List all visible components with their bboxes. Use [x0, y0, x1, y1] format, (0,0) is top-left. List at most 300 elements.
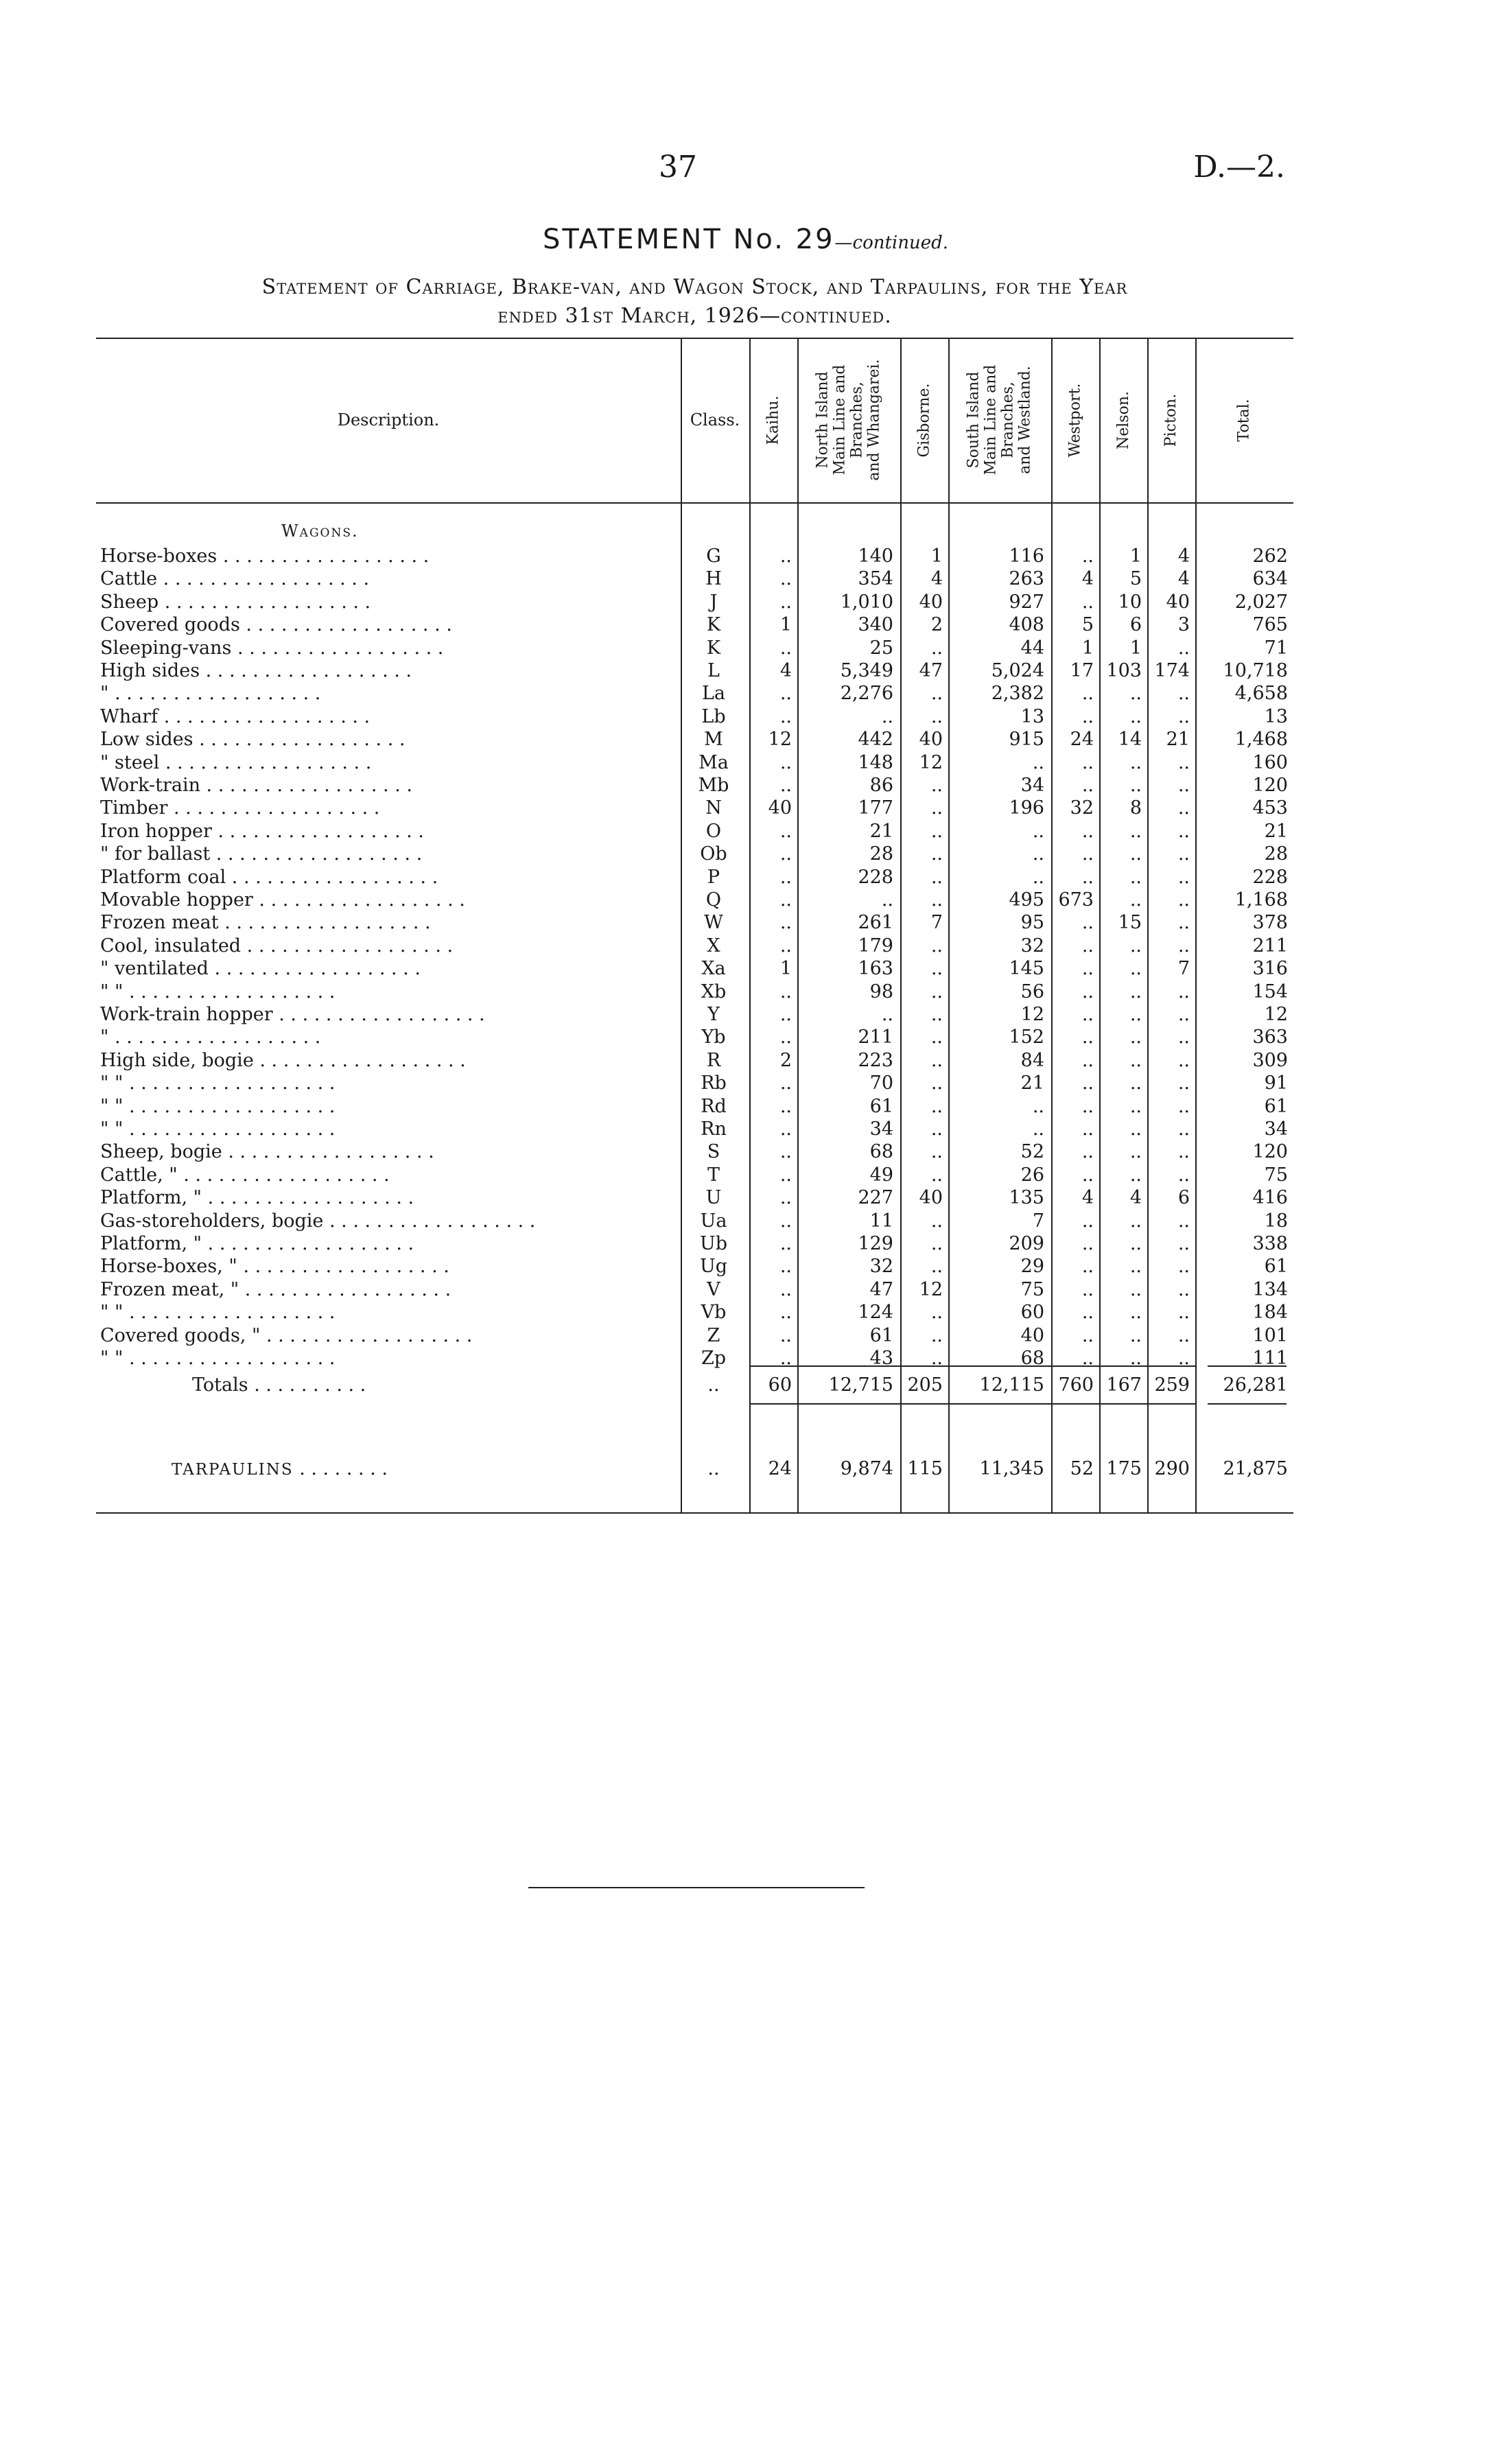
cell-kaihu: .. — [779, 889, 792, 911]
cell-south-island: .. — [1032, 1095, 1044, 1117]
cell-kaihu: .. — [779, 1004, 792, 1025]
cell-total: 1,468 — [1234, 729, 1288, 751]
cell-total: 211 — [1252, 935, 1288, 957]
row-class: L — [707, 660, 720, 681]
cell-westport: .. — [1081, 1072, 1094, 1094]
row-class: Zp — [701, 1348, 727, 1369]
cell-picton: .. — [1177, 775, 1190, 796]
row-class: Y — [707, 1004, 720, 1025]
cell-picton: .. — [1177, 1278, 1190, 1300]
cell-picton: 174 — [1154, 660, 1190, 681]
cell-nelson: .. — [1129, 1278, 1142, 1300]
cell-total: 309 — [1252, 1049, 1288, 1071]
page-number: 37 — [659, 150, 697, 185]
cell-south-island: 915 — [1009, 729, 1044, 751]
table-row — [96, 1026, 1293, 1048]
cell-gisborne: .. — [930, 1049, 943, 1071]
row-description: Gas-storeholders, bogie . . . . . . . . . . . . . . . . . . — [100, 1210, 536, 1232]
cell-kaihu: .. — [779, 820, 792, 842]
table-row — [96, 613, 1293, 636]
cell-gisborne: 4 — [930, 568, 943, 590]
row-class: Mb — [698, 775, 729, 796]
totals-westport: 760 — [1058, 1374, 1094, 1396]
cell-gisborne: 7 — [930, 912, 943, 934]
cell-westport: .. — [1081, 1004, 1094, 1025]
header-nelson: Nelson. — [1114, 390, 1132, 449]
row-class: W — [704, 912, 723, 934]
cell-total: 160 — [1252, 751, 1288, 773]
row-class: T — [707, 1164, 720, 1186]
row-class: Ua — [700, 1210, 727, 1232]
table-row — [96, 1186, 1293, 1209]
cell-nelson: .. — [1129, 705, 1142, 727]
cell-kaihu: 1 — [779, 614, 792, 636]
cell-gisborne: .. — [930, 1348, 943, 1369]
cell-total: 316 — [1252, 958, 1288, 980]
cell-westport: .. — [1081, 820, 1094, 842]
row-description: " " . . . . . . . . . . . . . . . . . . — [100, 1302, 336, 1324]
cell-picton: .. — [1177, 637, 1190, 659]
cell-south-island: 60 — [1020, 1302, 1044, 1324]
cell-westport: 1 — [1081, 637, 1094, 659]
cell-kaihu: .. — [779, 912, 792, 934]
cell-total: 12 — [1264, 1004, 1288, 1025]
cell-nelson: .. — [1129, 866, 1142, 888]
cell-nelson: .. — [1129, 981, 1142, 1002]
cell-nelson: .. — [1129, 1049, 1142, 1071]
row-class: Xb — [701, 981, 727, 1002]
cell-picton: 7 — [1177, 958, 1190, 980]
cell-nelson: .. — [1129, 820, 1142, 842]
cell-westport: 673 — [1058, 889, 1094, 911]
table-header-rule — [96, 502, 1293, 504]
cell-north-island: 163 — [858, 958, 893, 980]
tarpaulins-class: .. — [707, 1458, 720, 1479]
table-row — [96, 774, 1293, 797]
subtitle-line-1: Statement of Carriage, Brake-van, and Wagon Stock, and Tarpaulins, for the Year — [261, 275, 1128, 299]
cell-kaihu: .. — [779, 866, 792, 888]
cell-nelson: .. — [1129, 683, 1142, 705]
row-description: Wharf . . . . . . . . . . . . . . . . . . — [100, 705, 371, 727]
row-class: S — [707, 1141, 720, 1163]
cell-north-island: 148 — [858, 751, 893, 773]
cell-picton: .. — [1177, 1256, 1190, 1278]
cell-picton: .. — [1177, 935, 1190, 957]
table-bottom-rule — [96, 1512, 1293, 1514]
cell-total: 4,658 — [1234, 683, 1288, 705]
cell-north-island: 129 — [858, 1233, 893, 1254]
cell-kaihu: .. — [779, 935, 792, 957]
cell-north-island: 49 — [869, 1164, 893, 1186]
totals-north-island: 12,715 — [828, 1374, 893, 1396]
cell-picton: 3 — [1177, 614, 1190, 636]
totals-rule — [749, 1403, 1195, 1405]
row-description: " ventilated . . . . . . . . . . . . . . . . . . — [100, 958, 421, 980]
cell-total: 363 — [1252, 1026, 1288, 1048]
cell-westport: .. — [1081, 1302, 1094, 1324]
cell-north-island: 61 — [869, 1095, 893, 1117]
cell-westport: .. — [1081, 1049, 1094, 1071]
cell-north-island: 34 — [869, 1118, 893, 1140]
cell-gisborne: .. — [930, 1141, 943, 1163]
cell-total: 61 — [1264, 1256, 1288, 1278]
cell-gisborne: .. — [930, 1072, 943, 1094]
row-description: Sleeping-vans . . . . . . . . . . . . . . . . . . — [100, 637, 444, 659]
cell-south-island: 408 — [1009, 614, 1044, 636]
cell-north-island: 228 — [858, 866, 893, 888]
cell-nelson: .. — [1129, 1233, 1142, 1254]
row-description: Frozen meat, " . . . . . . . . . . . . . . . . . . — [100, 1278, 451, 1300]
row-description: Movable hopper . . . . . . . . . . . . . . . . . . — [100, 889, 465, 911]
cell-kaihu: .. — [779, 1072, 792, 1094]
row-description: " " . . . . . . . . . . . . . . . . . . — [100, 1072, 336, 1094]
row-description: Cattle . . . . . . . . . . . . . . . . . . — [100, 568, 370, 590]
cell-south-island: .. — [1032, 1118, 1044, 1140]
row-class: H — [705, 568, 722, 590]
cell-picton: .. — [1177, 1004, 1190, 1025]
header-kaihu: Kaihu. — [764, 395, 782, 445]
row-class: Rb — [701, 1072, 727, 1094]
cell-kaihu: .. — [779, 775, 792, 796]
cell-total: 28 — [1264, 843, 1288, 865]
cell-nelson: .. — [1129, 1118, 1142, 1140]
cell-gisborne: .. — [930, 705, 943, 727]
cell-south-island: 152 — [1009, 1026, 1044, 1048]
table-row — [96, 1118, 1293, 1140]
cell-nelson: 4 — [1129, 1187, 1142, 1209]
cell-north-island: 177 — [858, 797, 893, 819]
cell-south-island: 44 — [1020, 637, 1044, 659]
cell-north-island: 223 — [858, 1049, 893, 1071]
cell-total: 61 — [1264, 1095, 1288, 1117]
cell-nelson: .. — [1129, 889, 1142, 911]
cell-gisborne: .. — [930, 637, 943, 659]
cell-total: 120 — [1252, 1141, 1288, 1163]
row-description: Covered goods, " . . . . . . . . . . . . . . . . . . — [100, 1324, 473, 1346]
cell-picton: .. — [1177, 683, 1190, 705]
cell-north-island: 211 — [858, 1026, 893, 1048]
cell-gisborne: .. — [930, 797, 943, 819]
cell-south-island: 84 — [1020, 1049, 1044, 1071]
cell-total: 262 — [1252, 545, 1288, 567]
row-description: Covered goods . . . . . . . . . . . . . . . . . . — [100, 614, 452, 636]
cell-gisborne: 40 — [919, 1187, 943, 1209]
cell-picton: .. — [1177, 1118, 1190, 1140]
cell-westport: .. — [1081, 958, 1094, 980]
cell-south-island: 13 — [1020, 705, 1044, 727]
cell-nelson: .. — [1129, 1210, 1142, 1232]
table-row — [96, 1324, 1293, 1347]
cell-westport: .. — [1081, 1278, 1094, 1300]
cell-south-island: 263 — [1009, 568, 1044, 590]
cell-north-island: .. — [881, 889, 893, 911]
cell-north-island: 340 — [858, 614, 893, 636]
cell-gisborne: .. — [930, 843, 943, 865]
cell-south-island: 75 — [1020, 1278, 1044, 1300]
row-class: X — [707, 935, 720, 957]
cell-north-island: 32 — [869, 1256, 893, 1278]
table-row — [96, 591, 1293, 613]
row-class: Ug — [699, 1256, 728, 1278]
cell-kaihu: 2 — [779, 1049, 792, 1071]
row-class: J — [709, 591, 718, 613]
cell-south-island: 209 — [1009, 1233, 1044, 1254]
cell-north-island: .. — [881, 1004, 893, 1025]
totals-south-island: 12,115 — [979, 1374, 1044, 1396]
cell-north-island: 124 — [858, 1302, 893, 1324]
cell-south-island: 116 — [1009, 545, 1044, 567]
cell-nelson: 1 — [1129, 637, 1142, 659]
cell-westport: 17 — [1070, 660, 1094, 681]
cell-picton: .. — [1177, 889, 1190, 911]
totals-rule — [1208, 1403, 1287, 1405]
cell-westport: .. — [1081, 1141, 1094, 1163]
cell-nelson: .. — [1129, 935, 1142, 957]
cell-south-island: 2,382 — [991, 683, 1044, 705]
totals-rule — [749, 1365, 1195, 1367]
cell-picton: .. — [1177, 1072, 1190, 1094]
cell-north-island: 5,349 — [840, 660, 893, 681]
row-class: Vb — [701, 1302, 727, 1324]
cell-picton: 4 — [1177, 568, 1190, 590]
section-heading-wagons: Wagons. — [281, 521, 359, 541]
cell-gisborne: .. — [930, 1118, 943, 1140]
row-description: " " . . . . . . . . . . . . . . . . . . — [100, 981, 336, 1002]
cell-north-island: 261 — [858, 912, 893, 934]
cell-total: 228 — [1252, 866, 1288, 888]
cell-south-island: .. — [1032, 820, 1044, 842]
table-row — [96, 705, 1293, 728]
cell-north-island: 98 — [869, 981, 893, 1002]
table-row — [96, 659, 1293, 682]
cell-south-island: 56 — [1020, 981, 1044, 1002]
row-description: Platform coal . . . . . . . . . . . . . . . . . . — [100, 866, 438, 888]
row-class: N — [705, 797, 722, 819]
cell-kaihu: .. — [779, 637, 792, 659]
cell-gisborne: 12 — [919, 1278, 943, 1300]
cell-picton: .. — [1177, 981, 1190, 1002]
cell-westport: .. — [1081, 935, 1094, 957]
cell-westport: .. — [1081, 1118, 1094, 1140]
cell-picton: .. — [1177, 1302, 1190, 1324]
cell-kaihu: .. — [779, 591, 792, 613]
row-class: Z — [707, 1324, 720, 1346]
cell-westport: .. — [1081, 1348, 1094, 1369]
cell-north-island: 68 — [869, 1141, 893, 1163]
cell-total: 338 — [1252, 1233, 1288, 1254]
tarpaulins-label: TARPAULINS . . . . . . . . — [172, 1458, 388, 1479]
tarpaulins-south-island: 11,345 — [979, 1458, 1044, 1479]
cell-nelson: .. — [1129, 1324, 1142, 1346]
cell-picton: .. — [1177, 820, 1190, 842]
cell-kaihu: .. — [779, 705, 792, 727]
cell-kaihu: .. — [779, 1187, 792, 1209]
cell-north-island: 86 — [869, 775, 893, 796]
table-row — [96, 1278, 1293, 1301]
cell-north-island: 2,276 — [840, 683, 893, 705]
cell-gisborne: 12 — [919, 751, 943, 773]
cell-north-island: 70 — [869, 1072, 893, 1094]
cell-picton: .. — [1177, 1026, 1190, 1048]
cell-nelson: 8 — [1129, 797, 1142, 819]
cell-south-island: 21 — [1020, 1072, 1044, 1094]
tarpaulins-north-island: 9,874 — [840, 1458, 893, 1479]
cell-kaihu: .. — [779, 843, 792, 865]
row-class: V — [707, 1278, 720, 1300]
cell-gisborne: .. — [930, 1324, 943, 1346]
cell-north-island: 179 — [858, 935, 893, 957]
totals-total: 26,281 — [1223, 1374, 1288, 1396]
table-row — [96, 797, 1293, 819]
cell-total: 34 — [1264, 1118, 1288, 1140]
cell-westport: .. — [1081, 981, 1094, 1002]
cell-gisborne: 1 — [930, 545, 943, 567]
table-row — [96, 567, 1293, 590]
cell-north-island: .. — [881, 705, 893, 727]
cell-kaihu: .. — [779, 1324, 792, 1346]
cell-nelson: .. — [1129, 1004, 1142, 1025]
cell-gisborne: .. — [930, 775, 943, 796]
table-row — [96, 1072, 1293, 1094]
cell-gisborne: 47 — [919, 660, 943, 681]
cell-gisborne: .. — [930, 935, 943, 957]
cell-gisborne: .. — [930, 1164, 943, 1186]
cell-westport: .. — [1081, 1324, 1094, 1346]
cell-kaihu: .. — [779, 545, 792, 567]
cell-nelson: 6 — [1129, 614, 1142, 636]
tarpaulins-picton: 290 — [1154, 1458, 1190, 1479]
cell-picton: .. — [1177, 1049, 1190, 1071]
cell-total: 416 — [1252, 1187, 1288, 1209]
row-description: " " . . . . . . . . . . . . . . . . . . — [100, 1348, 336, 1369]
cell-south-island: 95 — [1020, 912, 1044, 934]
cell-gisborne: .. — [930, 981, 943, 1002]
table-row — [96, 820, 1293, 843]
tarpaulins-row — [96, 1457, 1293, 1480]
row-class: K — [706, 614, 721, 636]
table-row — [96, 1140, 1293, 1163]
table-row — [96, 1095, 1293, 1118]
statement-title-main: STATEMENT No. 29 — [542, 224, 835, 255]
cell-south-island: .. — [1032, 843, 1044, 865]
row-description: High sides . . . . . . . . . . . . . . . . . . — [100, 660, 412, 681]
tarpaulins-total: 21,875 — [1223, 1458, 1288, 1479]
cell-westport: .. — [1081, 591, 1094, 613]
row-class: La — [701, 683, 726, 705]
cell-nelson: .. — [1129, 1141, 1142, 1163]
cell-south-island: 40 — [1020, 1324, 1044, 1346]
header-westport: Westport. — [1066, 383, 1084, 457]
cell-westport: .. — [1081, 1026, 1094, 1048]
cell-south-island: 7 — [1032, 1210, 1044, 1232]
cell-nelson: 14 — [1118, 729, 1142, 751]
header-class: Class. — [690, 410, 740, 430]
cell-north-island: 1,010 — [840, 591, 893, 613]
cell-gisborne: .. — [930, 1210, 943, 1232]
row-description: Platform, " . . . . . . . . . . . . . . . . . . — [100, 1233, 414, 1254]
row-class: G — [706, 545, 721, 567]
row-class: Ob — [700, 843, 727, 865]
cell-gisborne: .. — [930, 1256, 943, 1278]
cell-nelson: .. — [1129, 843, 1142, 865]
cell-kaihu: .. — [779, 1118, 792, 1140]
cell-westport: .. — [1081, 1095, 1094, 1117]
row-class: Yb — [701, 1026, 726, 1048]
cell-south-island: 52 — [1020, 1141, 1044, 1163]
cell-north-island: 47 — [869, 1278, 893, 1300]
table-row — [96, 1210, 1293, 1232]
cell-kaihu: .. — [779, 751, 792, 773]
table-row — [96, 751, 1293, 774]
header-description: Description. — [337, 410, 440, 430]
row-class: R — [706, 1049, 721, 1071]
row-class: O — [705, 820, 722, 842]
cell-total: 75 — [1264, 1164, 1288, 1186]
tarpaulins-gisborne: 115 — [907, 1458, 943, 1479]
totals-label: Totals . . . . . . . . . . — [192, 1374, 366, 1396]
cell-total: 21 — [1264, 820, 1288, 842]
cell-nelson: .. — [1129, 775, 1142, 796]
cell-south-island: 927 — [1009, 591, 1044, 613]
row-class: K — [706, 637, 721, 659]
cell-picton: .. — [1177, 1348, 1190, 1369]
header-gisborne: Gisborne. — [915, 383, 933, 457]
totals-row — [96, 1374, 1293, 1396]
cell-south-island: 145 — [1009, 958, 1044, 980]
cell-gisborne: .. — [930, 958, 943, 980]
cell-north-island: 354 — [858, 568, 893, 590]
totals-gisborne: 205 — [907, 1374, 943, 1396]
cell-picton: .. — [1177, 843, 1190, 865]
table-row — [96, 935, 1293, 957]
cell-total: 10,718 — [1223, 660, 1288, 681]
cell-north-island: 25 — [869, 637, 893, 659]
cell-picton: .. — [1177, 1210, 1190, 1232]
cell-gisborne: .. — [930, 1004, 943, 1025]
table-row — [96, 1301, 1293, 1324]
row-description: High side, bogie . . . . . . . . . . . . . . . . . . — [100, 1049, 466, 1071]
cell-nelson: .. — [1129, 1095, 1142, 1117]
row-class: M — [704, 729, 723, 751]
cell-westport: .. — [1081, 705, 1094, 727]
row-description: " " . . . . . . . . . . . . . . . . . . — [100, 1118, 336, 1140]
cell-total: 2,027 — [1234, 591, 1288, 613]
cell-kaihu: .. — [779, 1278, 792, 1300]
statement-title — [0, 224, 1491, 255]
cell-kaihu: 12 — [768, 729, 792, 751]
row-class: Q — [705, 889, 722, 911]
header-north-island: North Island Main Line and Branches, and Whangarei. — [814, 359, 884, 481]
cell-picton: .. — [1177, 1141, 1190, 1163]
cell-total: 765 — [1252, 614, 1288, 636]
cell-nelson: .. — [1129, 1026, 1142, 1048]
statement-title-suffix: —continued. — [834, 233, 949, 253]
cell-westport: 5 — [1081, 614, 1094, 636]
cell-nelson: 10 — [1118, 591, 1142, 613]
row-class: Ub — [699, 1233, 728, 1254]
cell-westport: .. — [1081, 751, 1094, 773]
row-class: Xa — [701, 958, 726, 980]
cell-total: 453 — [1252, 797, 1288, 819]
cell-nelson: .. — [1129, 1348, 1142, 1369]
cell-total: 71 — [1264, 637, 1288, 659]
row-description: Sheep, bogie . . . . . . . . . . . . . . . . . . — [100, 1141, 434, 1163]
row-class: Ma — [698, 751, 729, 773]
cell-nelson: 1 — [1129, 545, 1142, 567]
cell-south-island: 135 — [1009, 1187, 1044, 1209]
cell-north-island: 140 — [858, 545, 893, 567]
cell-westport: .. — [1081, 1164, 1094, 1186]
